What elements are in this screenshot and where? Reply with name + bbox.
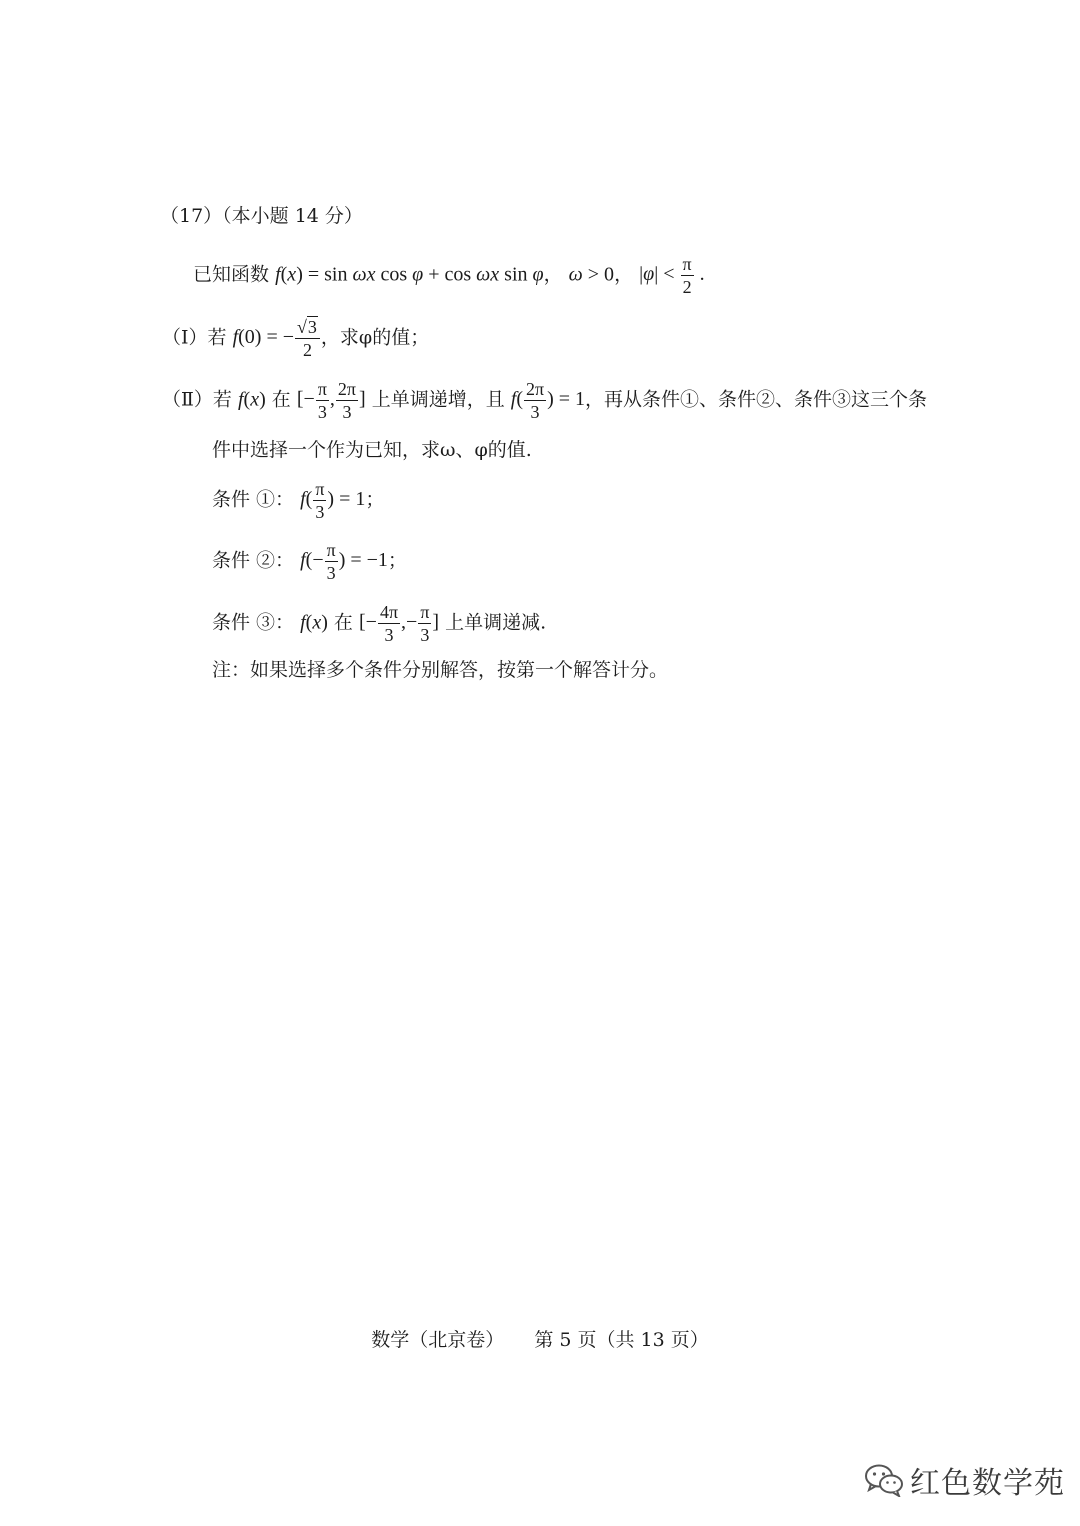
- intro-condition-phi: |φ| < $\frac{\pi}{2}$ .: [639, 254, 705, 297]
- part1-task: ，求φ的值；: [320, 326, 430, 349]
- problem-header: （17）（本小题 14 分）: [160, 205, 363, 227]
- condition-3-formula: f(x): [300, 611, 328, 634]
- condition-3: 条件 ③： f(x) 在 [− $\frac{4\pi}{3}$ ,− $\frac{\pi}{3}$ ] 上单调递减.: [212, 602, 547, 645]
- footer-page: 第 5 页（共 13 页）: [534, 1329, 709, 1351]
- intro-formula: f(x) = sin ωx cos φ + cos ωx sin φ: [275, 263, 544, 286]
- part2-continue: ，再从条件①、条件②、条件③这三个条: [585, 388, 928, 411]
- intro-prefix: 已知函数: [193, 263, 270, 286]
- part2-interval: f(x): [237, 388, 266, 411]
- condition-2-label: 条件 ②：: [212, 549, 295, 572]
- part2-label: （Ⅱ）若: [162, 388, 232, 411]
- condition-2: 条件 ②： f(− $\frac{\pi}{3}$ ) = −1；: [212, 540, 407, 583]
- condition-2-formula: f(− $\frac{\pi}{3}$ ) = −1: [300, 540, 388, 583]
- wechat-icon: [864, 1463, 904, 1497]
- condition-1-label: 条件 ①：: [212, 488, 295, 511]
- page-footer: [0, 1325, 1080, 1352]
- footer-subject: 数学（北京卷）: [371, 1329, 505, 1351]
- part1-label: （Ⅰ）若: [162, 326, 227, 349]
- part2: （Ⅱ）若 f(x) 在 [− $\frac{\pi}{3}$ , $\frac{2\pi}{3}$ ] 上单调递增，且 f( $\frac{2\pi}{3}$ ) = 1，再从条件①、条件②、条件③这三个条: [162, 379, 928, 422]
- watermark-text: 红色数学苑: [910, 1466, 1065, 1501]
- note: 注：如果选择多个条件分别解答，按第一个解答计分。: [212, 659, 669, 681]
- watermark: [864, 1458, 1065, 1502]
- condition-1-formula: f( $\frac{\pi}{3}$ ) = 1: [300, 479, 366, 522]
- condition-3-label: 条件 ③：: [212, 611, 295, 634]
- part1: [162, 318, 429, 360]
- part2-line2: 件中选择一个作为已知，求ω、φ的值.: [212, 439, 532, 461]
- problem-intro: 已知函数 f(x) = sin ωx cos φ + cos ωx sin φ， ω > 0， |φ| < $\frac{\pi}{2}$ .: [193, 254, 705, 297]
- part1-condition: f(0) = − $\frac{√3}{2}$: [233, 326, 321, 348]
- part2-value: f( $\frac{2\pi}{3}$ ) = 1: [510, 379, 586, 422]
- intro-condition-omega: ω > 0: [568, 263, 615, 286]
- condition-1: 条件 ①： f( $\frac{\pi}{3}$ ) = 1；: [212, 479, 385, 522]
